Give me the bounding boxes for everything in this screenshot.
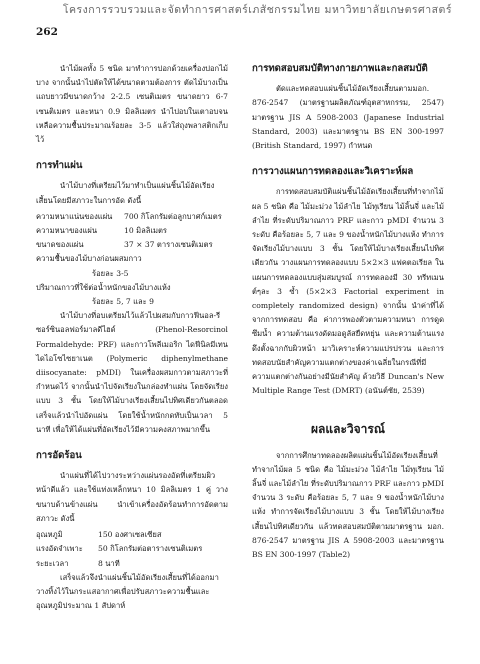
experimental-design-paragraph: การทดสอบสมบัติแผ่นชิ้นไม้อัดเรียงเสี้ยนที่ทำจากไม้ผล 5 ชนิด คือ ไม้มะม่วง ไม้ลำไย ไม้ทุเรียน ไม้ลิ้นจี่ และไม้ลำไย ที่ระดับปริมาณกาว PRF และกาว pMDI จำนวน 3 ระดับ คือร้อยละ 5, 7 และ 9 ของน้ำหนักไม้บางแห้ง ทำการจัดเรียงไม้บางแบบ 3 ชั้น โดยให้ไม้บางเรียงเสี้ยนไปทิศเดียวกัน วางแผนการทดลองแบบ 5×2×3 แฟคตอเรียล ในแผนการทดลองแบบสุ่มสมบูรณ์ การทดลองมี 30 ทรีทเมนต์ๆละ 3 ซ้ำ (5×2×3 Factorial experiment in completely randomized design) จากนั้น นำค่าที่ได้จากการทดสอบ คือ ค่าการพองตัวตามความหนา การดูดซึมน้ำ ความต้านแรงดัดมอดูลัสยืดหยุ่น และความต้านแรงดึงตั้งฉากกับผิวหน้า มาวิเคราะห์ความแปรปรวน และการทดสอบนัยสำคัญความแตกต่างของค่าเฉลี่ยในกรณีที่มีความแตกต่างกันอย่างมีนัยสำคัญ ด้วยวิธี Duncan's New Multiple Range Test (DMRT) (อนันต์ชัย, 2539) [252,187,444,396]
press-value: 150 องศาเซลเซียส [98,530,162,540]
results-paragraph: จากการศึกษาทดลองผลิตแผ่นชิ้นไม้อัดเรียงเสี้ยนที่ทำจากไม้ผล 5 ชนิด คือ ไม้มะม่วง ไม้ลำไย ไม้ทุเรียน ไม้ลิ้นจี่ และไม้ลำไย ที่ระดับปริมาณกาว PRF และกาว pMDI จำนวน 3 ระดับ คือร้อยละ 5, 7 และ 9 ของน้ำหนักไม้บางแห้ง ทำการจัดเรียงไม้บางแบบ 3 ชั้น โดยให้ไม้บางเรียงเสี้ยนไปทิศเดียวกัน แล้วทดสอบสมบัติตามมาตรฐาน มอก. 876-2547 มาตรฐาน JIS A 5908-2003 และมาตรฐาน BS EN 300-1997 (Table2) [252,450,444,560]
panel-making-paragraph: นำไม้บางที่เตรียมไว้มาทำเป็นแผ่นชิ้นไม้อัดเรียงเสี้ยนโดยมีสภาวะในการอัด ดังนี้ [36,181,215,205]
resin-mixing-paragraph: นำไม้บางที่อบเตรียมไว้แล้วไปผสมกับกาวฟีนอล-รีซอร์ซินอลฟอร์มาลดีไฮด์ (Phenol-Resorcinol Formaldehyde: PRF) และกาวโพลีเมอริก ไดฟีนิลมีเทน ไดไอโซไซยาเนต (Polymeric diphenylmethane diisocyanate: pMDI) ในเครื่องผสมกาวตามสภาวะที่กำหนดไว้ จากนั้นนำไปจัดเรียงในกล่องทำแผ่น โดยจัดเรียงแบบ 3 ชั้น โดยให้ไม้บางเรียงเสี้ยนไปทิศเดียวกันตลอด เสร็จแล้วนำไปอัดแผ่น โดยใช้น้ำหนักกดทับเป็นเวลา 5 นาที เพื่อให้ได้แผ่นที่อัดเรียงไว้มีความคงสภาพมากขึ้น [36,311,228,434]
press-label: ระยะเวลา [36,558,69,568]
spec-label: ความชื้นของไม้บางก่อนผสมกาว [36,254,142,264]
spec-row [36,252,228,266]
running-header: โครงการรวบรวมและจัดทำการศาสตร์เภสัชกรรมไทย มหาวิทยาลัยเกษตรศาสตร์ [62,4,452,16]
press-value: 50 กิโลกรัมต่อตารางเซนติเมตร [98,544,203,554]
spec-row [36,238,228,252]
spec-list [36,210,228,309]
spec-resin-value: ร้อยละ 5, 7 และ 9 [92,297,155,307]
hot-press-paragraph: นำแผ่นที่ได้ไปวางระหว่างแผ่นรองอัดที่เตรียมผิวหน้าดีแล้ว และใช้แท่งเหล็กหนา 10 มิลลิเมตร 1 คู่ วางขนาบด้านข้างแผ่น นำเข้าเครื่องอัดร้อนทำการอัดตามสภาวะ ดังนี้ [36,471,228,523]
spec-label: ขนาดของแผ่น [36,240,84,250]
page-number: 262 [36,26,58,38]
section-title-panel-making: การทำแผ่น [36,160,83,172]
right-column [252,62,444,564]
spec-row [36,210,228,224]
conditioning-paragraph: เสร็จแล้วจึงนำแผ่นชิ้นไม้อัดเรียงเสี้ยนที่ได้ออกมาวางทิ้งไว้ในกระแสอากาศเพื่อปรับสภาวะความชื้นและอุณหภูมิประมาณ 1 สัปดาห์ [36,572,219,611]
spec-value: 700 กิโลกรัมต่อลูกบาศก์เมตร [124,211,222,221]
spec-value: 10 มิลลิเมตร [124,226,168,236]
press-label: อุณหภูมิ [36,530,63,540]
intro-paragraph: นำไม้ผลทั้ง 5 ชนิด มาทำการปอกด้วยเครื่องปอกไม้บาง จากนั้นนำไปตัดให้ได้ขนาดตามต้องการ ตัดไม้บางเป็นแถบยาวมีขนาดกว้าง 2-2.5 เซนติเมตร ขนาดยาว 6-7 เซนติเมตร และหนา 0.9 มิลลิเมตร นำไปอบในเตาอบจนเหลือความชื้นประมาณร้อยละ 3-5 แล้วใส่ถุงพลาสติกเก็บไว้ [36,64,228,145]
spec-label: ความหนาแน่นของแผ่น [36,211,113,221]
spec-row [36,224,228,238]
results-heading: ผลและวิจารณ์ [310,422,385,437]
section-title-experimental-design: การวางแผนการทดลองและวิเคราะห์ผล [252,166,414,178]
section-title-testing: การทดสอบสมบัติทางกายภาพและกลสมบัติ [252,63,428,74]
spec-moisture-value: ร้อยละ 3-5 [92,268,129,278]
press-label: แรงอัดจำเพาะ [36,544,83,554]
press-value: 8 นาที [98,558,120,568]
left-column [36,62,228,615]
press-conditions [36,528,228,571]
spec-label: ความหนาของแผ่น [36,226,98,236]
press-row [36,542,228,556]
spec-value: 37 × 37 ตารางเซนติเมตร [124,240,213,250]
spec-resin-label: ปริมาณกาวที่ใช้ต่อน้ำหนักของไม้บางแห้ง [36,282,171,292]
testing-paragraph: ตัดและทดสอบแผ่นชิ้นไม้อัดเรียงเสี้ยนตามมอก. 876-2547 (มาตรฐานผลิตภัณฑ์อุตสาหกรรม, 2547) มาตรฐาน JIS A 5908-2003 (Japanese Industrial Standard, 2003) และมาตรฐาน BS EN 300-1997 (British Standard, 1997) กำหนด [252,84,444,151]
section-title-hot-press: การอัดร้อน [36,450,82,462]
press-row [36,557,228,571]
press-row [36,528,228,542]
